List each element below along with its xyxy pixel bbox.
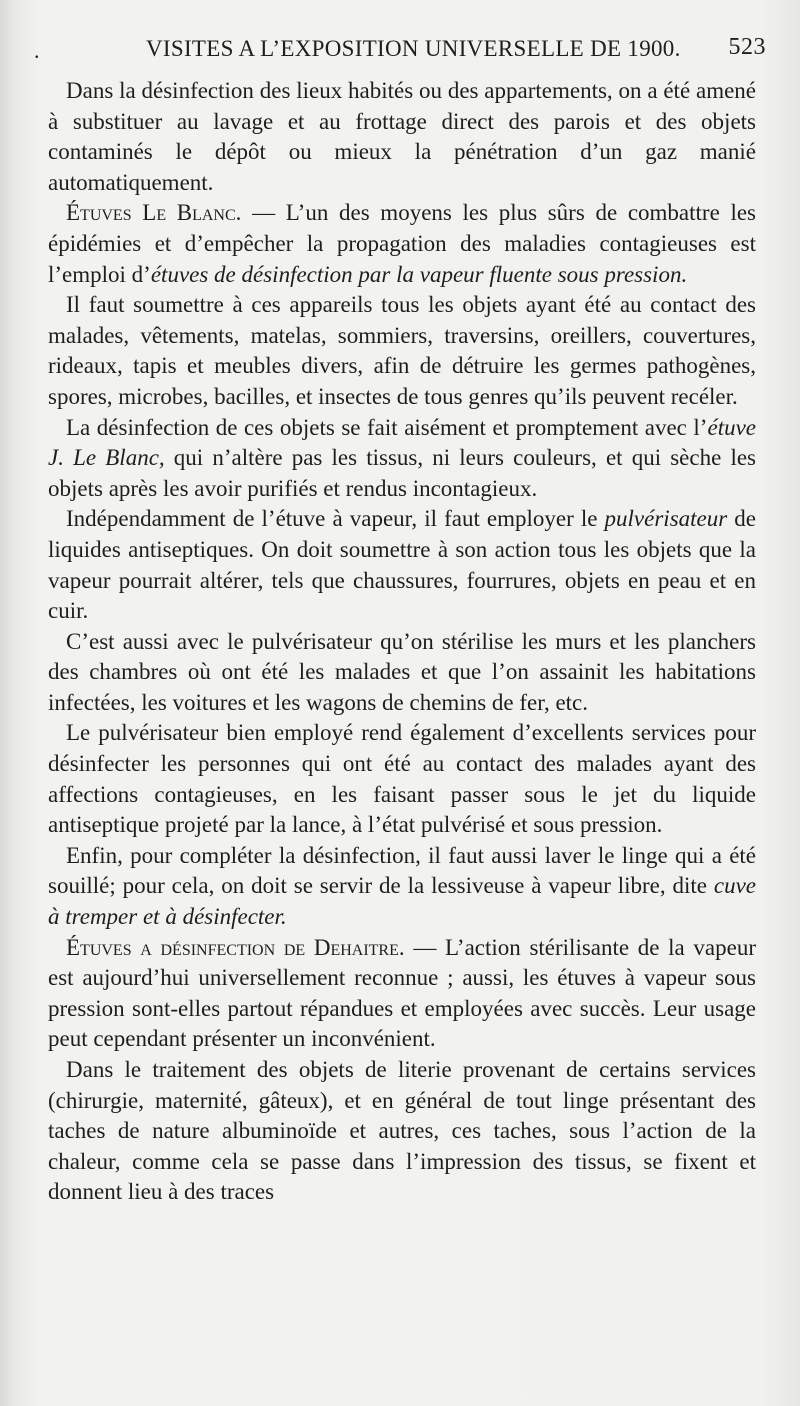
paragraph-text: de liquides antiseptiques. On doit soumettre à son action tous les objets que la vapeur pourrait altérer, tels que chaussures, fourrures, objets en peau et en cuir. [48, 506, 756, 624]
paragraph-text: Indépendamment de l’étuve à vapeur, il faut employer le [66, 506, 605, 532]
running-header [34, 34, 766, 68]
paragraph [48, 933, 756, 1055]
paragraph [48, 76, 756, 198]
paragraph-text: Il faut soumettre à ces appareils tous les objets ayant été au contact des malades, vêtements, matelas, sommiers, traversins, oreillers, couvertures, rideaux, tapis et meubles divers, afin de détruire les germes pathogènes, spores, microbes, bacilles, et insectes de tous genres qu’ils peuvent recéler. [48, 292, 756, 409]
page-body [48, 76, 756, 1386]
paragraph [48, 198, 756, 290]
paragraph-text: Le pulvérisateur bien employé rend également d’excellents services pour désinfecter les personnes qui ont été au contact des malades ayant des affections contagieuses, en les faisant passer sous le jet du liquide antiseptique projeté par la lance, à l’état pulvérisé et sous pression. [48, 720, 756, 838]
paragraph-text: Dans le traitement des objets de literie provenant de certains services (chirurgie, maternité, gâteux), et en général de tout linge présentant des taches de nature albuminoïde et autres, ces taches, sous l’action de la chaleur, comme cela se passe dans l’impression des tissus, se fixent et donnent lieu à des traces [48, 1057, 756, 1205]
paragraph-text: Enfin, pour compléter la désinfection, il faut aussi laver le linge qui a été souillé; pour cela, on doit se servir de la lessiveuse à vapeur libre, dite [48, 842, 756, 899]
paragraph-text: — L’action stérilisante de la vapeur est aujourd’hui universellement reconnue ; aussi, les étuves à vapeur sous pression sont-elles partout répandues et employées avec succès. Leur usage peut cependant présenter un inconvénient. [48, 934, 756, 1052]
header-mark: . [34, 38, 40, 63]
page-number: 523 [728, 34, 766, 60]
paragraph [48, 1055, 756, 1208]
paragraph-text: La désinfection de ces objets se fait aisément et promptement avec l’ [66, 414, 708, 440]
section-heading: Étuves a désinfection de Dehaitre. [66, 934, 405, 960]
paragraph-text: — L’un des moyens les plus sûrs de combattre les épidémies et d’empêcher la propagation des maladies contagieuses est l’emploi d’ [48, 200, 756, 287]
paragraph-text: C’est aussi avec le pulvérisateur qu’on stérilise les murs et les planchers des chambres où ont été les malades et que l’on assainit les habitations infectées, les voitures et les wagons de chemins de fer, etc. [48, 628, 756, 715]
paragraph [48, 841, 756, 933]
italic-text: cuve à tremper et à désinfecter. [48, 873, 756, 930]
italic-text: étuve J. Le Blanc, [48, 414, 756, 471]
paragraph-text: qui n’altère pas les tissus, ni leurs couleurs, et qui sèche les objets après les avoir purifiés et rendus incontagieux. [48, 445, 756, 501]
section-heading: Étuves Le Blanc. [66, 200, 242, 226]
paragraph [48, 504, 756, 626]
paragraph [48, 413, 756, 505]
paragraph-text: Dans la désinfection des lieux habités ou des appartements, on a été amené à substituer au lavage et au frottage direct des parois et des objets contaminés le dépôt ou mieux la pénétration d’un gaz manié automatiquement. [48, 78, 756, 195]
running-title: VISITES A L’EXPOSITION UNIVERSELLE DE 1900. [146, 36, 681, 61]
paragraph [48, 718, 756, 840]
italic-text: étuves de désinfection par la vapeur fluente sous pression. [150, 261, 688, 287]
italic-text: pulvérisateur [604, 506, 728, 532]
paragraph [48, 290, 756, 412]
paragraph [48, 627, 756, 719]
